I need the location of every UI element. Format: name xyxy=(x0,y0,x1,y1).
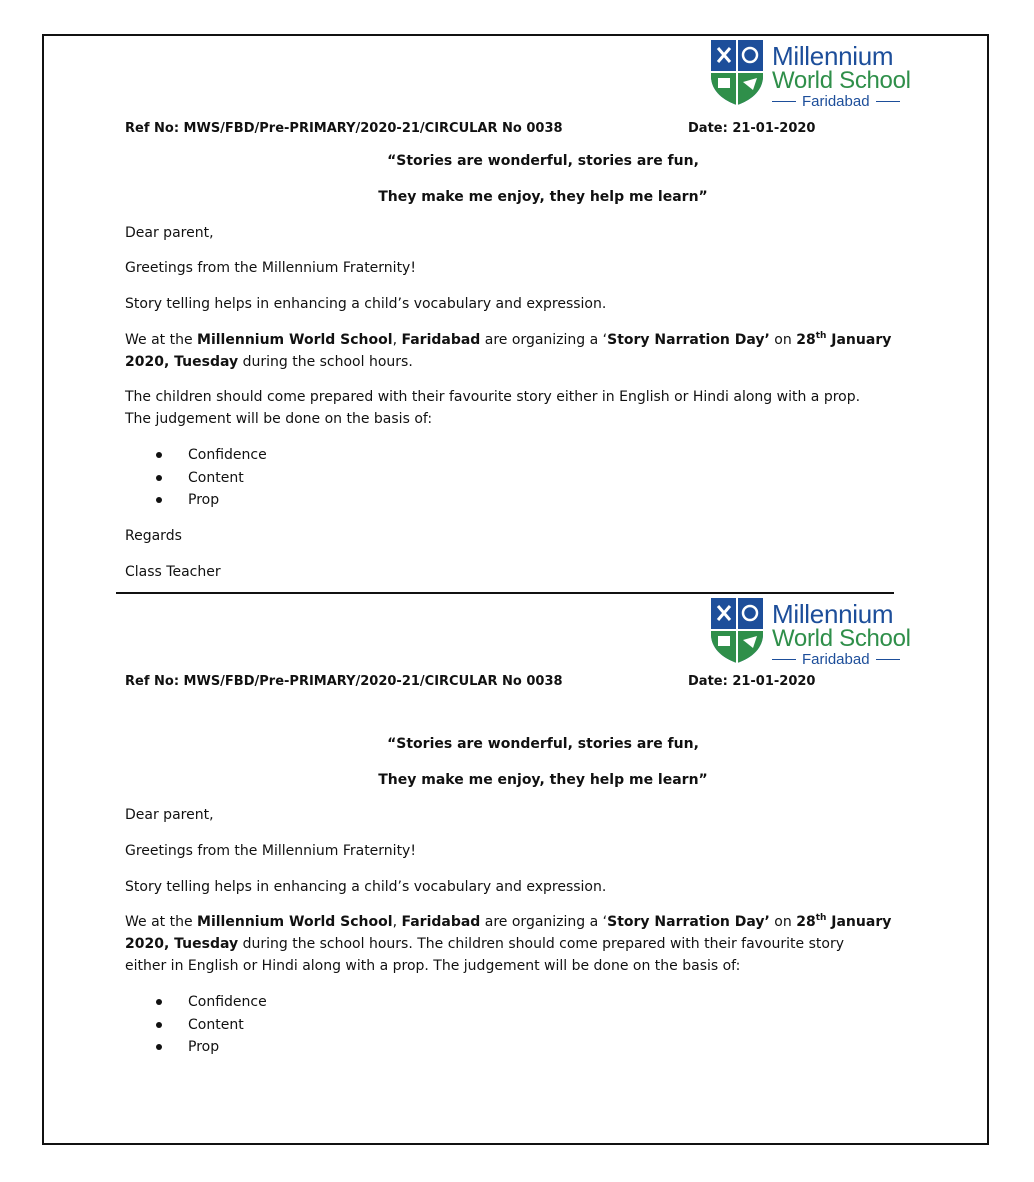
bullet-icon xyxy=(156,1044,162,1050)
bullet-icon xyxy=(156,475,162,481)
greeting: Greetings from the Millennium Fraternity! xyxy=(125,260,416,276)
criteria-item: Prop xyxy=(188,492,220,508)
logo-city: Faridabad xyxy=(802,93,870,110)
bullet-icon xyxy=(156,1022,162,1028)
logo-line-3 xyxy=(772,652,912,667)
event-paragraph-line-2: 2020, Tuesday during the school hours. xyxy=(125,354,413,370)
criteria-item: Prop xyxy=(188,1039,220,1055)
school-crest-icon xyxy=(709,38,765,106)
signature: Class Teacher xyxy=(125,564,221,580)
school-logo xyxy=(709,38,919,108)
salutation: Dear parent, xyxy=(125,225,214,241)
intro-text: Story telling helps in enhancing a child’s vocabulary and expression. xyxy=(125,879,607,895)
criteria-item: Content xyxy=(188,1017,244,1033)
intro-text: Story telling helps in enhancing a child’s vocabulary and expression. xyxy=(125,296,607,312)
circular-date: Date: 21-01-2020 xyxy=(688,121,816,136)
salutation: Dear parent, xyxy=(125,807,214,823)
bullet-icon xyxy=(156,999,162,1005)
preparation-line-1: The children should come prepared with their favourite story either in English or Hindi along with a prop. xyxy=(125,389,861,405)
criteria-item: Confidence xyxy=(188,447,267,463)
logo-line-2: World School xyxy=(772,67,911,94)
circular-date: Date: 21-01-2020 xyxy=(688,674,816,689)
regards: Regards xyxy=(125,528,182,544)
school-crest-icon xyxy=(709,596,765,664)
event-paragraph-line-1: We at the Millennium World School, Faridabad are organizing a ‘Story Narration Day’ on 28th January xyxy=(125,913,892,930)
event-paragraph-line-3: either in English or Hindi along with a prop. The judgement will be done on the basis of: xyxy=(125,958,741,974)
logo-city: Faridabad xyxy=(802,651,870,668)
event-paragraph-line-2: 2020, Tuesday during the school hours. The children should come prepared with their favourite story xyxy=(125,936,844,952)
circular-divider xyxy=(116,592,894,594)
ref-number: Ref No: MWS/FBD/Pre-PRIMARY/2020-21/CIRCULAR No 0038 xyxy=(125,674,563,689)
logo-line-1: Millennium xyxy=(772,41,894,71)
quote-line-1: “Stories are wonderful, stories are fun, xyxy=(387,153,699,169)
ref-number: Ref No: MWS/FBD/Pre-PRIMARY/2020-21/CIRCULAR No 0038 xyxy=(125,121,563,136)
quote-line-1: “Stories are wonderful, stories are fun, xyxy=(387,736,699,752)
logo-line-2: World School xyxy=(772,625,911,652)
logo-line-3 xyxy=(772,94,912,109)
quote-line-2: They make me enjoy, they help me learn” xyxy=(378,772,708,788)
greeting: Greetings from the Millennium Fraternity! xyxy=(125,843,416,859)
criteria-item: Confidence xyxy=(188,994,267,1010)
bullet-icon xyxy=(156,497,162,503)
event-paragraph-line-1: We at the Millennium World School, Faridabad are organizing a ‘Story Narration Day’ on 28th January xyxy=(125,331,892,348)
logo-line-1: Millennium xyxy=(772,599,894,629)
school-logo xyxy=(709,596,919,666)
bullet-icon xyxy=(156,452,162,458)
preparation-line-2: The judgement will be done on the basis of: xyxy=(125,411,433,427)
criteria-item: Content xyxy=(188,470,244,486)
quote-line-2: They make me enjoy, they help me learn” xyxy=(378,189,708,205)
